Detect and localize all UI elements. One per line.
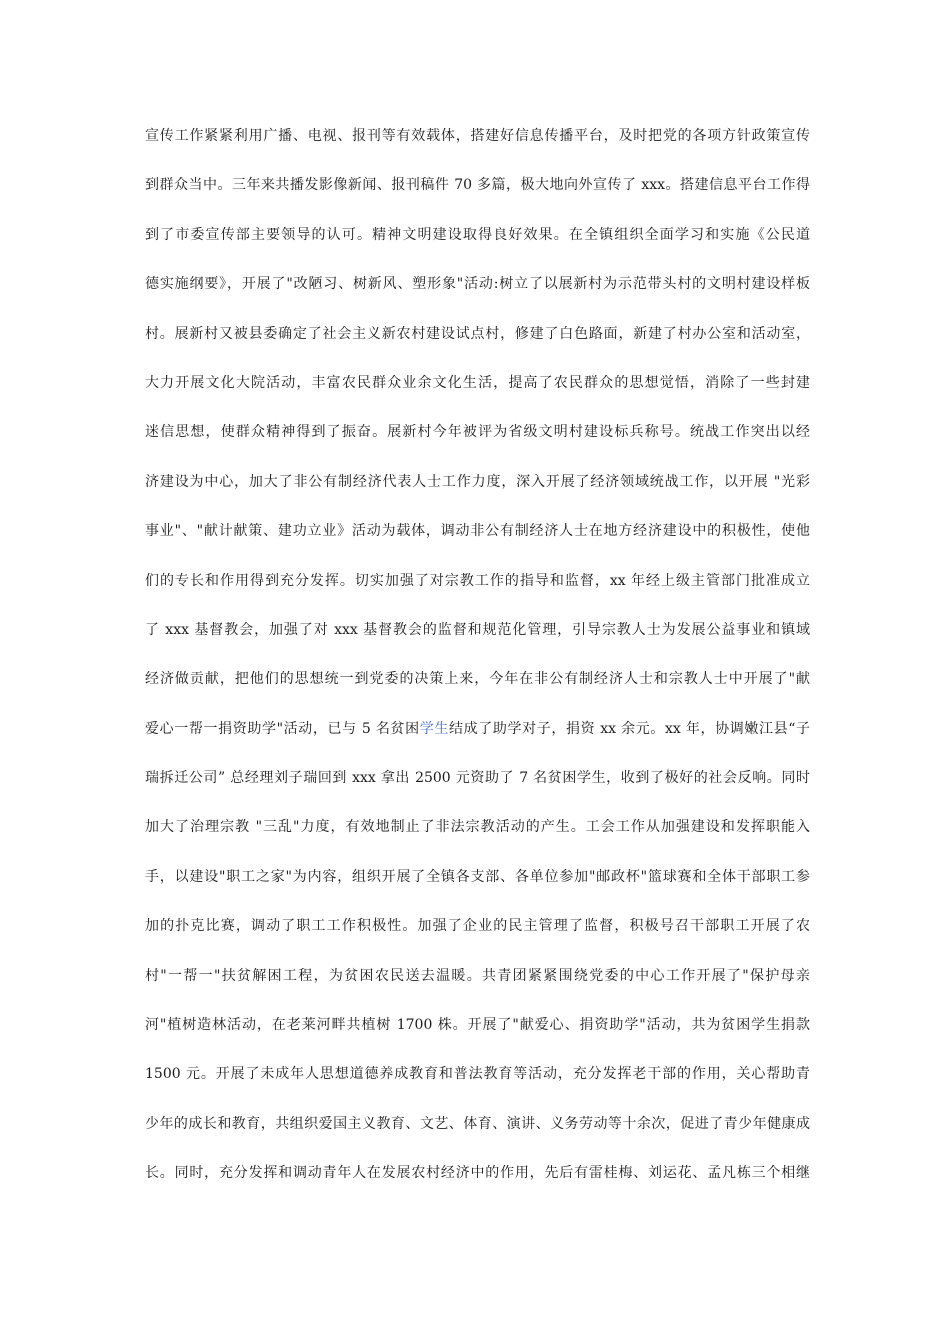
- text-line: [145, 408, 810, 457]
- text-segment: 手，以建设"职工之家"为内容，组织开展了全镇各支部、各单位参加"邮政杯"篮球赛和全体干部职工参: [145, 868, 810, 885]
- text-segment: 了 xxx 基督教会，加强了对 xxx 基督教会的监督和规范化管理，引导宗教人士为发展公益事业和镇域: [145, 621, 810, 638]
- text-segment: 到群众当中。三年来共播发影像新闻、报刊稿件 70 多篇，极大地向外宣传了 xxx。搭建信息平台工作得: [145, 177, 810, 194]
- text-segment: 宣传工作紧紧利用广播、电视、报刊等有效载体，搭建好信息传播平台，及时把党的各项方针政策宣传: [145, 128, 810, 144]
- text-segment: 大力开展文化大院活动，丰富农民群众业余文化生活，提高了农民群众的思想觉悟，消除了一些封建: [145, 374, 810, 391]
- text-segment: 加大了治理宗教 "三乱"力度，有效地制止了非法宗教活动的产生。工会工作从加强建设和发挥职能入: [145, 819, 810, 836]
- text-segment: 瑞拆迁公司” 总经理刘子瑞回到 xxx 拿出 2500 元资助了 7 名贫困学生，收到了极好的社会反响。同时: [145, 770, 810, 787]
- text-line: [145, 705, 810, 754]
- text-segment: 事业"、"献计献策、建功立业》活动为载体，调动非公有制经济人士在地方经济建设中的积极性，使他: [145, 523, 810, 540]
- text-line: [145, 853, 810, 902]
- text-segment: 1500 元。开展了未成年人思想道德养成教育和普法教育等活动，充分发挥老干部的作用，关心帮助青: [145, 1066, 810, 1083]
- text-line: [145, 1149, 810, 1198]
- text-segment: 村。展新村又被县委确定了社会主义新农村建设试点村，修建了白色路面，新建了村办公室和活动室，: [145, 325, 810, 342]
- text-segment: 村"一帮一"扶贫解困工程，为贫困农民送去温暖。共青团紧紧围绕党委的中心工作开展了"保护母亲: [145, 967, 810, 984]
- text-line: [145, 161, 810, 210]
- body-text: [145, 112, 810, 1199]
- text-line: [145, 359, 810, 408]
- text-segment: 迷信思想，使群众精神得到了振奋。展新村今年被评为省级文明村建设标兵称号。统战工作突出以经: [145, 424, 810, 441]
- text-line: [145, 458, 810, 507]
- text-line: [145, 655, 810, 704]
- text-line: [145, 211, 810, 260]
- text-line: [145, 754, 810, 803]
- text-segment: 济建设为中心，加大了非公有制经济代表人士工作力度，深入开展了经济领域统战工作，以开展 "光彩: [145, 473, 810, 490]
- text-segment: 加的扑克比赛，调动了职工工作积极性。加强了企业的民主管理了监督，积极号召干部职工开展了农: [145, 918, 810, 935]
- text-line: [145, 112, 810, 161]
- link-text[interactable]: 学生: [419, 720, 449, 737]
- text-segment: 德实施纲要》，开展了"改陋习、树新风、塑形象"活动:树立了以展新村为示范带头村的文明村建设样板: [145, 276, 810, 293]
- text-segment: 少年的成长和教育，共组织爱国主义教育、文艺、体育、演讲、义务劳动等十余次，促进了青少年健康成: [145, 1115, 810, 1132]
- text-line: [145, 1100, 810, 1149]
- text-segment: 结成了助学对子，捐资 xx 余元。xx 年，协调嫩江县“子: [448, 720, 811, 737]
- text-segment: 长。同时，充分发挥和调动青年人在发展农村经济中的作用，先后有雷桂梅、刘运花、孟凡栋三个相继: [145, 1165, 810, 1182]
- text-line: [145, 952, 810, 1001]
- text-line: [145, 1050, 810, 1099]
- text-segment: 河"植树造林活动，在老莱河畔共植树 1700 株。开展了"献爱心、捐资助学"活动，共为贫困学生捐款: [145, 1017, 810, 1034]
- text-line: [145, 902, 810, 951]
- text-line: [145, 803, 810, 852]
- text-line: [145, 310, 810, 359]
- text-line: [145, 557, 810, 606]
- text-line: [145, 606, 810, 655]
- text-line: [145, 1001, 810, 1050]
- text-line: [145, 507, 810, 556]
- text-segment: 爱心一帮一捐资助学"活动，已与 5 名贫困: [145, 720, 420, 737]
- text-line: [145, 260, 810, 309]
- text-segment: 到了市委宣传部主要领导的认可。精神文明建设取得良好效果。在全镇组织全面学习和实施《公民道: [145, 226, 810, 243]
- text-segment: 经济做贡献，把他们的思想统一到党委的决策上来，今年在非公有制经济人士和宗教人士中开展了"献: [145, 671, 810, 688]
- text-segment: 们的专长和作用得到充分发挥。切实加强了对宗教工作的指导和监督，xx 年经上级主管部门批准成立: [145, 572, 810, 589]
